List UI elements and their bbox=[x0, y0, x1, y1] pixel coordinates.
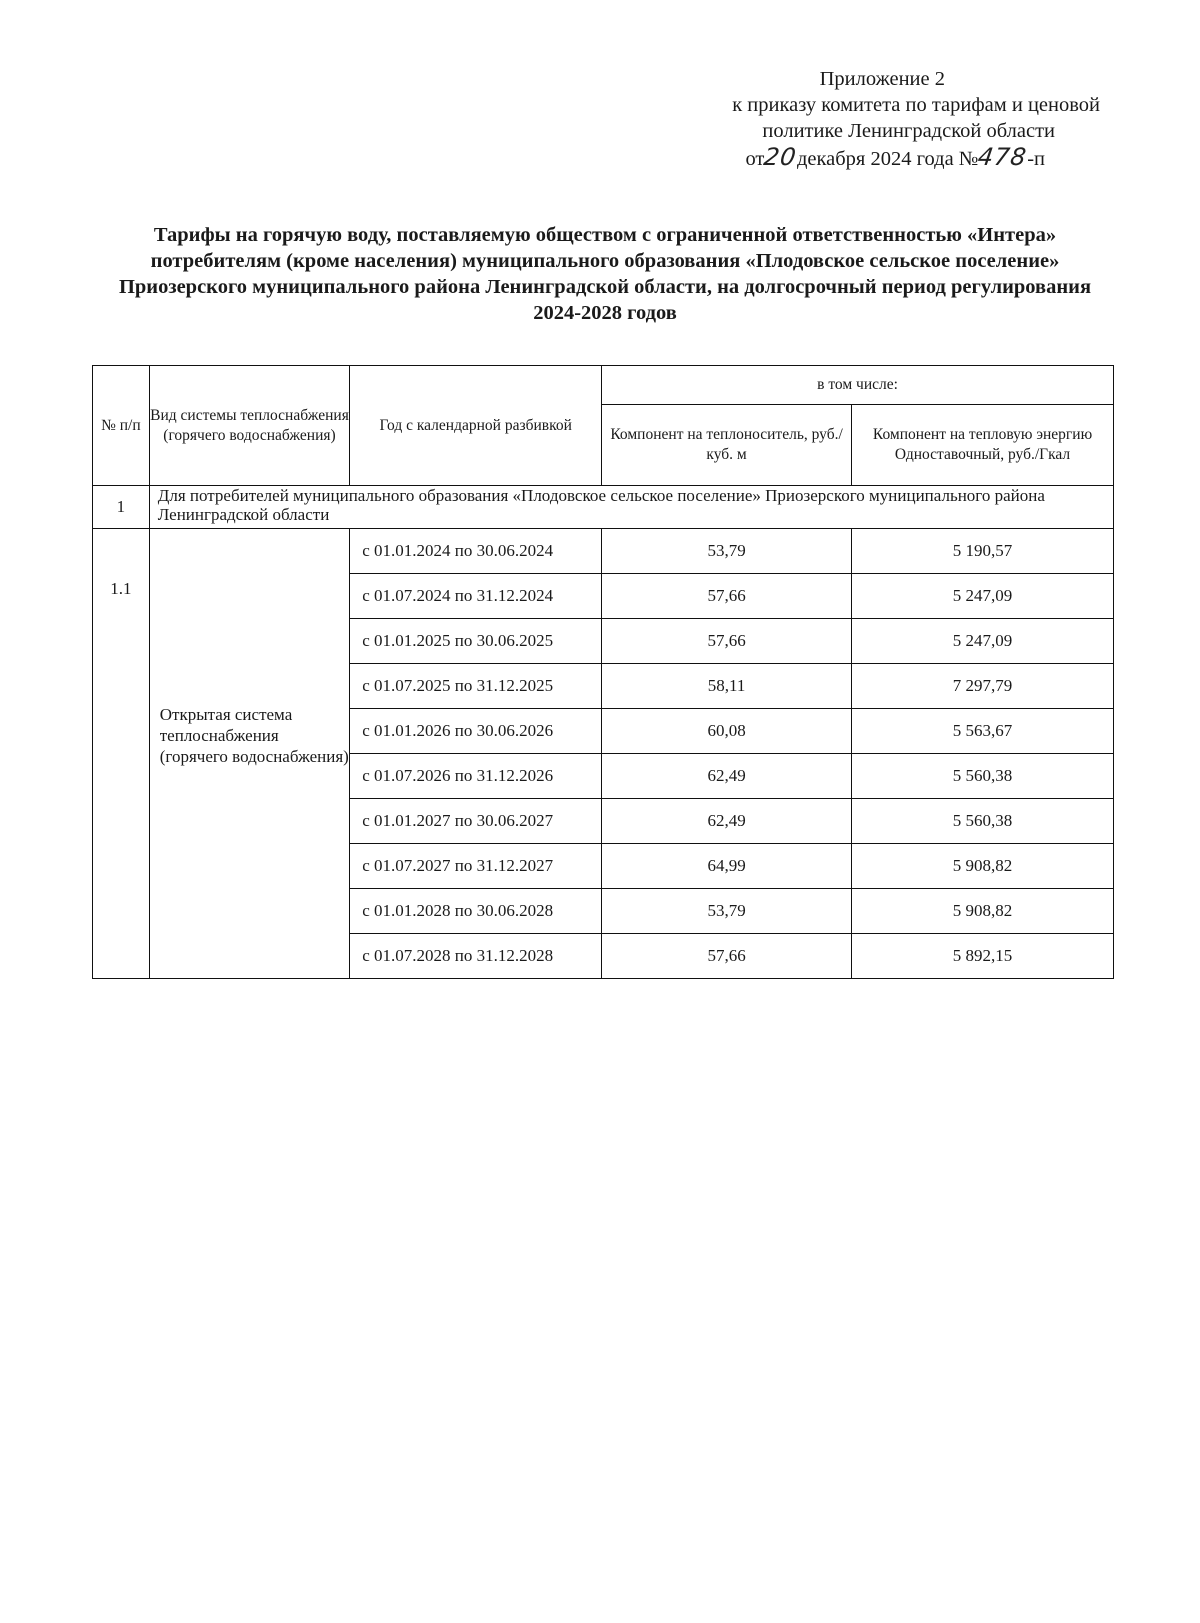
period-cell: с 01.01.2026 по 30.06.2026 bbox=[350, 709, 602, 754]
energy-value: 5 190,57 bbox=[852, 529, 1114, 574]
document-title: Тарифы на горячую воду, поставляемую обществом с ограниченной ответственностью «Интера» потребителям (кроме населения) муниципального образования «Плодовское сельское поселение» Приозерского муниципального района Ленинградской области, на долгосрочный период регулирования 2024-2028 годов bbox=[118, 224, 1092, 324]
carrier-value: 60,08 bbox=[602, 709, 852, 754]
energy-value: 5 892,15 bbox=[852, 934, 1114, 979]
header-num: № п/п bbox=[93, 366, 150, 486]
appendix-header bbox=[640, 66, 1100, 172]
period-cell: с 01.01.2024 по 30.06.2024 bbox=[350, 529, 602, 574]
carrier-value: 53,79 bbox=[602, 529, 852, 574]
period-cell: с 01.01.2027 по 30.06.2027 bbox=[350, 799, 602, 844]
handwritten-order-number: 478 bbox=[976, 143, 1030, 171]
period-cell: с 01.07.2025 по 31.12.2025 bbox=[350, 664, 602, 709]
carrier-value: 62,49 bbox=[602, 754, 852, 799]
energy-value: 5 247,09 bbox=[852, 574, 1114, 619]
carrier-value: 57,66 bbox=[602, 934, 852, 979]
period-cell: с 01.07.2026 по 31.12.2026 bbox=[350, 754, 602, 799]
period-cell: с 01.07.2024 по 31.12.2024 bbox=[350, 574, 602, 619]
carrier-value: 58,11 bbox=[602, 664, 852, 709]
date-prefix: от bbox=[745, 148, 765, 170]
energy-value: 5 563,67 bbox=[852, 709, 1114, 754]
energy-value: 5 247,09 bbox=[852, 619, 1114, 664]
energy-value: 5 908,82 bbox=[852, 889, 1114, 934]
header-carrier-component: Компонент на теплоноситель, руб./куб. м bbox=[602, 405, 852, 486]
order-suffix: -п bbox=[1027, 148, 1045, 170]
period-cell: с 01.07.2027 по 31.12.2027 bbox=[350, 844, 602, 889]
carrier-value: 57,66 bbox=[602, 574, 852, 619]
carrier-value: 62,49 bbox=[602, 799, 852, 844]
tariff-table bbox=[92, 365, 1114, 979]
carrier-value: 53,79 bbox=[602, 889, 852, 934]
energy-value: 5 560,38 bbox=[852, 799, 1114, 844]
period-cell: с 01.07.2028 по 31.12.2028 bbox=[350, 934, 602, 979]
header-system: Вид системы теплоснабжения (горячего водоснабжения) bbox=[149, 366, 350, 486]
energy-value: 5 908,82 bbox=[852, 844, 1114, 889]
appendix-title: Приложение 2 bbox=[819, 68, 945, 90]
period-cell: с 01.01.2025 по 30.06.2025 bbox=[350, 619, 602, 664]
item-number: 1.1 bbox=[93, 529, 150, 979]
header-energy-component: Компонент на тепловую энергию Одноставочный, руб./Гкал bbox=[852, 405, 1114, 486]
section-label: Для потребителей муниципального образования «Плодовское сельское поселение» Приозерского муниципального района Ленинградской области bbox=[149, 486, 1113, 529]
appendix-committee-line: политике Ленинградской области bbox=[762, 120, 1055, 142]
header-period: Год с календарной разбивкой bbox=[350, 366, 602, 486]
carrier-value: 57,66 bbox=[602, 619, 852, 664]
date-middle: декабря 2024 года № bbox=[796, 148, 979, 170]
header-including: в том числе: bbox=[602, 366, 1114, 405]
energy-value: 5 560,38 bbox=[852, 754, 1114, 799]
appendix-order-line: к приказу комитета по тарифам и ценовой bbox=[732, 94, 1100, 116]
system-type: Открытая система теплоснабжения (горячего водоснабжения) bbox=[149, 529, 350, 979]
carrier-value: 64,99 bbox=[602, 844, 852, 889]
period-cell: с 01.01.2028 по 30.06.2028 bbox=[350, 889, 602, 934]
handwritten-day: 20 bbox=[762, 143, 799, 171]
section-number: 1 bbox=[93, 486, 150, 529]
appendix-date-line bbox=[640, 144, 1100, 172]
section-row bbox=[93, 486, 1114, 529]
energy-value: 7 297,79 bbox=[852, 664, 1114, 709]
table-row bbox=[93, 529, 1114, 574]
